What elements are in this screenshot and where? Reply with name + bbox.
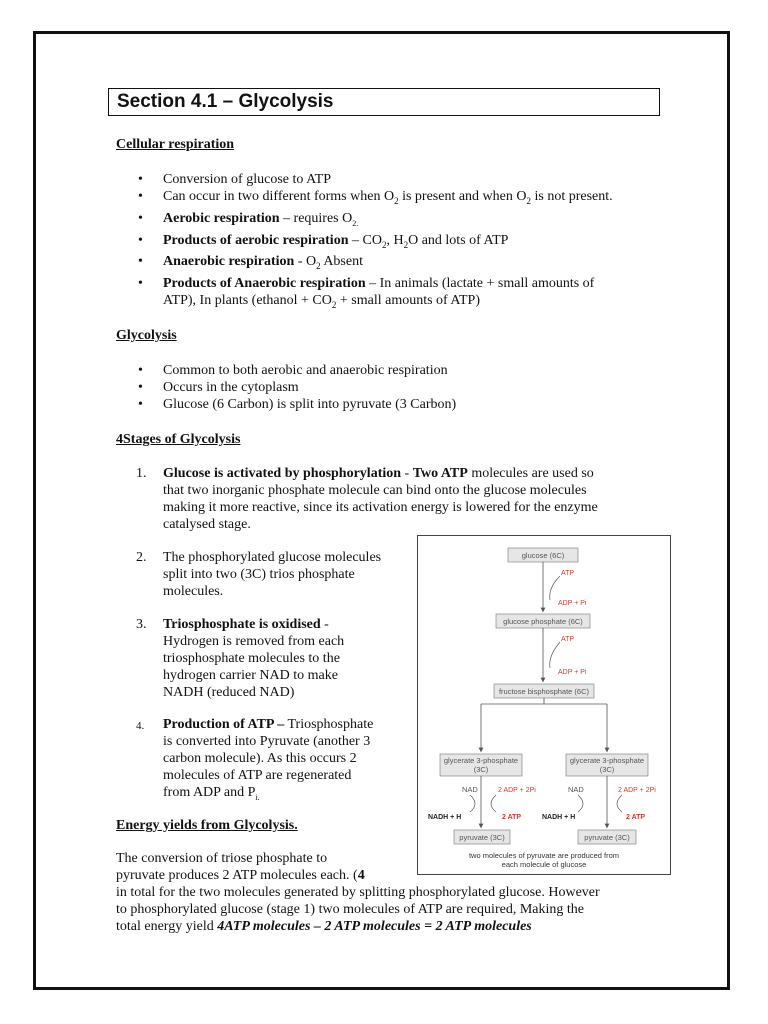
bold-term: Products of Anaerobic respiration xyxy=(163,276,366,292)
nad-label: NAD xyxy=(568,785,584,794)
bullet-text: ATP), In plants (ethanol + CO xyxy=(163,293,332,309)
stage-text: triosphosphate molecules to the xyxy=(163,651,340,666)
atp-label: ATP xyxy=(561,570,575,577)
subscript: 2 xyxy=(394,195,399,206)
stage-text: catalysed stage. xyxy=(163,517,251,532)
list-item xyxy=(116,275,656,314)
curved-arrow xyxy=(578,795,583,812)
heading-glycolysis: Glycolysis xyxy=(116,328,177,343)
bullet-text: O and lots of ATP xyxy=(408,232,509,248)
stage-text: molecules of ATP are regenerated xyxy=(163,768,352,783)
curved-arrow xyxy=(550,576,560,600)
glycerate-left-label: (3C) xyxy=(473,765,489,774)
stage-text: - xyxy=(320,617,329,632)
fructose-label: fructose bisphosphate (6C) xyxy=(498,687,590,696)
bold-term: Products of aerobic respiration xyxy=(163,232,349,248)
bullet-text: Occurs in the cytoplasm xyxy=(163,380,299,395)
bold-term: Two ATP xyxy=(412,466,468,481)
cellular-respiration-list xyxy=(116,171,656,314)
atp-label: ATP xyxy=(561,636,575,643)
curved-arrow xyxy=(617,795,622,812)
bullet-text: is present and when O xyxy=(398,189,527,204)
diagram-caption: two molecules of pyruvate are produced from xyxy=(468,851,620,860)
heading-stages: 4Stages of Glycolysis xyxy=(116,432,241,447)
subscript: 2 xyxy=(316,261,321,272)
bold-term: 4 xyxy=(357,868,365,883)
stage-body xyxy=(163,465,658,533)
glycolysis-diagram xyxy=(417,535,671,875)
bold-term: Triosphosphate is oxidised xyxy=(163,617,321,632)
pyruvate-left-label: pyruvate (3C) xyxy=(459,833,505,842)
stage-text: Hydrogen is removed from each xyxy=(163,634,345,649)
bold-term: Anaerobic respiration xyxy=(163,254,295,270)
list-item xyxy=(116,171,656,188)
stage-text: The phosphorylated glucose molecules xyxy=(163,550,382,565)
para-text: to phosphorylated glucose (stage 1) two molecules of ATP are required, Making the xyxy=(116,902,584,917)
stage-text: molecules. xyxy=(163,584,224,599)
subscript: 2 xyxy=(381,239,387,250)
stage-text: is converted into Pyruvate (another 3 xyxy=(163,734,371,749)
bold-term: Aerobic respiration xyxy=(163,210,280,226)
bold-italic-result: 4ATP molecules – 2 ATP molecules = 2 ATP molecules xyxy=(217,919,532,934)
subscript: 2 xyxy=(403,239,409,250)
bullet-text: Can occur in two different forms when O xyxy=(163,189,395,204)
glycolysis-list xyxy=(116,362,656,413)
bold-term: Glucose is activated by phosphorylation xyxy=(163,466,402,481)
para-text: total energy yield xyxy=(116,919,218,934)
glycerate-right-label: glycerate 3-phosphate xyxy=(569,756,645,765)
para-text: pyruvate produces 2 ATP molecules each. ( xyxy=(116,868,358,883)
list-item xyxy=(116,210,656,232)
nadh-label: NADH + H xyxy=(428,814,462,821)
stage-text: - xyxy=(401,466,413,481)
bullet-text: Conversion of glucose to ATP xyxy=(163,172,331,187)
adp-label: 2 ADP + 2Pi xyxy=(498,787,536,794)
stage-text: Triosphosphate xyxy=(284,717,374,732)
para-text: in total for the two molecules generated by splitting phosphorylated glucose. However xyxy=(116,885,600,900)
bullet-text: - O xyxy=(294,254,317,270)
curved-arrow xyxy=(550,642,560,668)
stage-text: NADH (reduced NAD) xyxy=(163,685,295,700)
stage-body xyxy=(163,549,418,600)
nad-label: NAD xyxy=(462,785,478,794)
bullet-text: + small amounts of ATP) xyxy=(336,293,480,309)
subscript: i. xyxy=(255,792,260,802)
heading-cellular-respiration: Cellular respiration xyxy=(116,137,235,152)
stage-text: making it more reactive, since its activation energy is lowered for the enzyme xyxy=(163,500,598,515)
subscript: 2 xyxy=(331,299,337,310)
list-item xyxy=(116,253,656,275)
bullet-text: Glucose (6 Carbon) is split into pyruvate (3 Carbon) xyxy=(163,397,457,412)
bullet-text: is not present. xyxy=(531,189,613,204)
list-item xyxy=(116,362,656,379)
list-item xyxy=(116,188,656,210)
stage-text: from ADP and P xyxy=(163,785,256,800)
bullet-text: Absent xyxy=(320,254,363,270)
adp-label: ADP + Pi xyxy=(558,669,587,676)
stage-number: 1. xyxy=(136,466,147,481)
stage-text: split into two (3C) trios phosphate xyxy=(163,567,355,582)
bold-term: Production of ATP – xyxy=(163,717,285,732)
glycerate-right-label: (3C) xyxy=(599,765,615,774)
glycerate-left-label: glycerate 3-phosphate xyxy=(443,756,519,765)
bullet-text: – CO xyxy=(348,232,382,248)
curved-arrow xyxy=(491,795,496,812)
stage-number: 4. xyxy=(136,720,145,732)
nadh-label: NADH + H xyxy=(542,814,576,821)
stage-number: 3. xyxy=(136,617,147,632)
adp-label: ADP + Pi xyxy=(558,600,587,607)
stage-body xyxy=(163,716,418,806)
glycolysis-diagram-svg xyxy=(418,536,670,874)
atp-label: 2 ATP xyxy=(626,814,646,821)
bullet-text: – In animals (lactate + small amounts of xyxy=(365,276,595,292)
atp-label: 2 ATP xyxy=(502,814,522,821)
para-text: The conversion of triose phosphate to xyxy=(116,851,328,866)
page-title: Section 4.1 – Glycolysis xyxy=(108,88,660,116)
stage-number: 2. xyxy=(136,550,147,565)
list-item xyxy=(116,232,656,254)
stage-text: molecules are used so xyxy=(467,466,594,481)
glucose-label: glucose (6C) xyxy=(521,551,565,560)
stage-text: that two inorganic phosphate molecule can bind onto the glucose molecules xyxy=(163,483,587,498)
bullet-text: , H xyxy=(386,232,404,248)
bullet-text: Common to both aerobic and anaerobic respiration xyxy=(163,363,448,378)
glucose-phosphate-label: glucose phosphate (6C) xyxy=(503,617,583,626)
curved-arrow xyxy=(470,795,475,812)
bullet-text: – requires O xyxy=(279,210,353,226)
heading-energy-yields: Energy yields from Glycolysis. xyxy=(116,818,298,833)
list-item xyxy=(116,379,656,396)
diagram-caption: each molecule of glucose xyxy=(501,860,587,869)
pyruvate-right-label: pyruvate (3C) xyxy=(584,833,630,842)
subscript: 2 xyxy=(526,195,531,206)
stage-body xyxy=(163,616,418,701)
subscript: 2. xyxy=(352,218,359,228)
list-item xyxy=(116,396,656,413)
stage-text: hydrogen carrier NAD to make xyxy=(163,668,338,683)
adp-label: 2 ADP + 2Pi xyxy=(618,787,656,794)
stage-text: carbon molecule). As this occurs 2 xyxy=(163,751,357,766)
